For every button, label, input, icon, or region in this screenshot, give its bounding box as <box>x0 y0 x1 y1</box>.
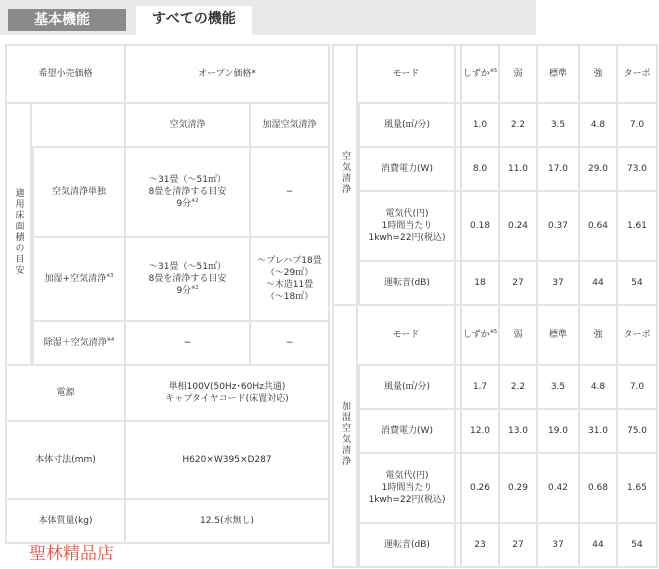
row-label: 運転音(dB) <box>358 262 456 306</box>
row-label: 消費電力(W) <box>358 148 456 192</box>
row-label: 風量(㎥/分) <box>358 366 456 410</box>
blank-cell <box>32 104 126 148</box>
value-cell: 1.7 <box>462 366 500 410</box>
value-cell: 13.0 <box>500 410 538 454</box>
area-label: 適用床面積の目安 <box>13 188 24 276</box>
value-cell: 19.0 <box>538 410 580 454</box>
group2-label: 加湿空気清浄 <box>340 401 350 467</box>
row2-humid: 〜プレハブ18畳 （〜29㎡） 〜木造11畳 （〜18㎡） <box>251 238 330 322</box>
value-cell: 0.18 <box>462 192 500 262</box>
value-cell: 27 <box>500 262 538 306</box>
row-label: 風量(㎥/分) <box>358 104 456 148</box>
value-cell: 4.8 <box>580 366 618 410</box>
shop-watermark: 聖林精品店 <box>29 544 114 564</box>
row-label: 消費電力(W) <box>358 410 456 454</box>
mode-header: 強 <box>580 306 618 366</box>
mode-header: 弱 <box>500 44 538 104</box>
value-cell: 2.2 <box>500 366 538 410</box>
value-cell: 29.0 <box>580 148 618 192</box>
value-cell: 12.0 <box>462 410 500 454</box>
size-value: H620×W395×D287 <box>126 422 330 500</box>
mode-label: モード <box>358 44 456 104</box>
value-cell: 23 <box>462 524 500 568</box>
row2-label: 加湿+空気清浄$^{※3}$ <box>32 238 126 322</box>
mode-header: 弱 <box>500 306 538 366</box>
group2-label-cell <box>332 306 358 568</box>
mode-header: しずか$^{※5}$ <box>462 306 500 366</box>
row-label: 電気代(円) 1時間当たり 1kwh=22円(税込) <box>358 454 456 524</box>
value-cell: 31.0 <box>580 410 618 454</box>
row3-air: − <box>126 322 251 366</box>
row3-label: 除湿＋空気清浄$^{※4}$ <box>32 322 126 366</box>
mode-header: ターボ <box>618 306 658 366</box>
value-cell: 37 <box>538 524 580 568</box>
tab-all-features[interactable]: すべての機能 <box>136 6 252 35</box>
mass-label: 本体質量(kg) <box>5 500 126 544</box>
row-label: 運転音(dB) <box>358 524 456 568</box>
spec-table-right <box>332 44 658 568</box>
price-value: オープン価格* <box>126 44 330 104</box>
value-cell: 8.0 <box>462 148 500 192</box>
power-value: 単相100V(50Hz･60Hz共通) キャブタイヤコード(床置対応) <box>126 366 330 422</box>
value-cell: 54 <box>618 262 658 306</box>
value-cell: 73.0 <box>618 148 658 192</box>
row1-label: 空気清浄単独 <box>32 148 126 238</box>
mode-header: しずか$^{※5}$ <box>462 44 500 104</box>
value-cell: 1.65 <box>618 454 658 524</box>
power-label: 電源 <box>5 366 126 422</box>
value-cell: 0.64 <box>580 192 618 262</box>
row-label: 電気代(円) 1時間当たり 1kwh=22円(税込) <box>358 192 456 262</box>
size-label: 本体寸法(mm) <box>5 422 126 500</box>
value-cell: 0.24 <box>500 192 538 262</box>
value-cell: 7.0 <box>618 366 658 410</box>
value-cell: 27 <box>500 524 538 568</box>
tab-bar <box>0 0 536 35</box>
value-cell: 4.8 <box>580 104 618 148</box>
value-cell: 75.0 <box>618 410 658 454</box>
spec-table-left <box>5 44 330 544</box>
price-label: 希望小売価格 <box>5 44 126 104</box>
value-cell: 17.0 <box>538 148 580 192</box>
value-cell: 0.68 <box>580 454 618 524</box>
mode-label: モード <box>358 306 456 366</box>
value-cell: 54 <box>618 524 658 568</box>
area-label-cell <box>5 104 32 366</box>
row1-air: 〜31畳（〜51㎡） 8畳を清浄する目安 9分$^{※2}$ <box>126 148 251 238</box>
row3-humid: − <box>251 322 330 366</box>
value-cell: 0.37 <box>538 192 580 262</box>
row1-humid: − <box>251 148 330 238</box>
mode-header: ターボ <box>618 44 658 104</box>
value-cell: 0.29 <box>500 454 538 524</box>
value-cell: 44 <box>580 524 618 568</box>
mass-value: 12.5(水無し) <box>126 500 330 544</box>
value-cell: 18 <box>462 262 500 306</box>
value-cell: 44 <box>580 262 618 306</box>
value-cell: 2.2 <box>500 104 538 148</box>
tab-basic-features[interactable]: 基本機能 <box>8 9 126 31</box>
value-cell: 1.0 <box>462 104 500 148</box>
value-cell: 0.42 <box>538 454 580 524</box>
value-cell: 3.5 <box>538 104 580 148</box>
value-cell: 1.61 <box>618 192 658 262</box>
value-cell: 11.0 <box>500 148 538 192</box>
value-cell: 7.0 <box>618 104 658 148</box>
value-cell: 3.5 <box>538 366 580 410</box>
mode-header: 強 <box>580 44 618 104</box>
group1-label: 空気清浄 <box>340 151 350 195</box>
mode-header: 標準 <box>538 306 580 366</box>
mode-header: 標準 <box>538 44 580 104</box>
col-air: 空気清浄 <box>126 104 251 148</box>
row2-air: 〜31畳（〜51㎡） 8畳を清浄する目安 9分$^{※2}$ <box>126 238 251 322</box>
col-humid: 加湿空気清浄 <box>251 104 330 148</box>
value-cell: 0.26 <box>462 454 500 524</box>
group1-label-cell <box>332 44 358 306</box>
value-cell: 37 <box>538 262 580 306</box>
